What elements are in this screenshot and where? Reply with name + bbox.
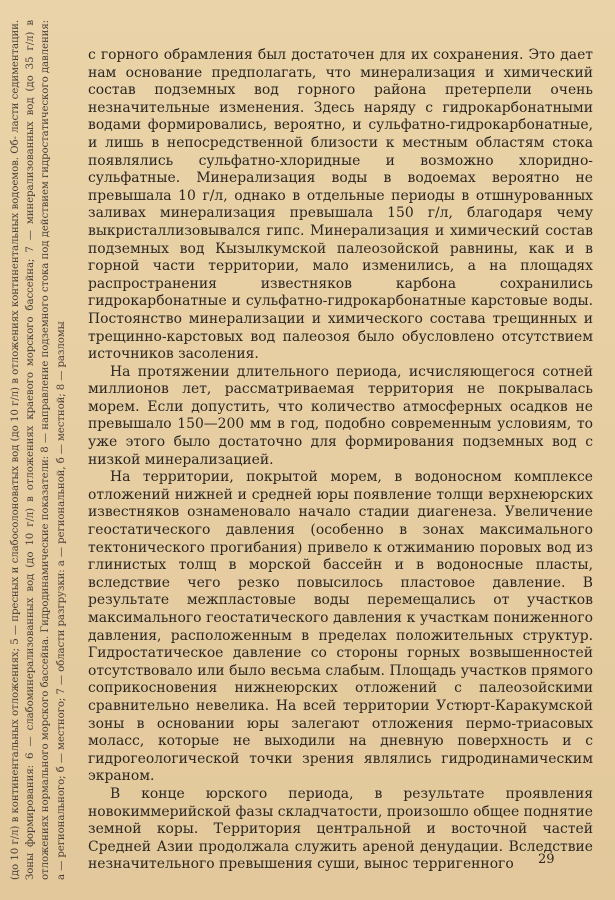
page-number: 29 (538, 852, 555, 867)
paragraph-4: В конце юрского периода, в результате проявления новокиммерийской фазы складчатости, произошло общее поднятие земной коры. Территория центральной и восточной частей Средней Азии продолжала служить ареной денудации. Вследствие незначительного превышения суши, вынос терригенного (88, 785, 593, 873)
paragraph-2: На протяжении длительного периода, исчисляющегося сотней миллионов лет, рассматриваемая территория не покрывалась морем. Если допустить, что количество атмосферных осадков не превышало 150—200 мм в год, подобно современным условиям, то уже этого было достаточно для формирования подземных вод с низкой минерализацией. (88, 363, 593, 468)
paragraph-1: с горного обрамления был достаточен для их сохранения. Это дает нам основание предполагать, что минерализация и химический состав подземных вод горного района претерпели очень незначительные изменения. Здесь наряду с гидрокарбонатными водами формировались, вероятно, и сульфатно-гидрокарбонатные, и лишь в непосредственной близости к местным областям стока появлялись сульфатно-хлоридные и возможно хлоридно-сульфатные. Минерализация воды в водоемах вероятно не превышала 10 г/л, однако в отдельные периоды в отшнурованных заливах минерализация превышала 150 г/л, благодаря чему выкристаллизовывался гипс. Минерализация и химический состав подземных вод Кызылкумской палеозойской равнины, как и в горной части территории, мало изменились, а на площадях распространения известняков карбона сохранились гидрокарбонатные и сульфатно-гидрокарбонатные карстовые воды. Постоянство минерализации и химического состава трещинных и трещинно-карстовых вод палеозоя было обусловлено отсутствием источников засоления. (88, 47, 593, 363)
figure-caption-vertical (8, 20, 70, 880)
body-text (88, 47, 593, 874)
figure-caption-text: (до 10 г/л) в континентальных отложениях; 5 — пресных и слабосолоноватых вод (до 10 г/л) в отложениях континентальных водоемов. Об- ласти седиментации. Зоны формирования: 6 — слабоминерализованных вод (до 10 г/л) в отложениях краевого морского бассейна; 7 — минерализованных вод (до 35 г/л) в отложениях нормального морского бассейна. Гидродинамические показатели: 8 — направление подземного стока под действием гидростатического давления: а — регионального; б — местного; 7 — области разгрузки: а — региональной, б — местной; 8 — разломы (10, 20, 67, 880)
paragraph-3: На территории, покрытой морем, в водоносном комплексе отложений нижней и средней юры появление толщи верхнеюрских известняков ознаменовало начало стадии диагенеза. Увеличение геостатического давления (особенно в зонах максимального тектонического прогибания) привело к отжиманию поровых вод из глинистых толщ в морской бассейн и в водоносные пласты, вследствие чего резко повысилось пластовое давление. В результате межпластовые воды перемещались от участков максимального геостатического давления к участкам пониженного давления, расположенным в пределах положительных структур. Гидростатическое давление со стороны горных возвышенностей отсутствовало или было весьма слабым. Площадь участков прямого соприкосновения нижнеюрских отложений с палеозойскими сравнительно невелика. На всей территории Устюрт-Каракумской зоны в основании юры залегают отложения пермо-триасовых моласс, которые не выходили на дневную поверхность и с гидрогеологической точки зрения являлись гидродинамическим экраном. (88, 469, 593, 785)
